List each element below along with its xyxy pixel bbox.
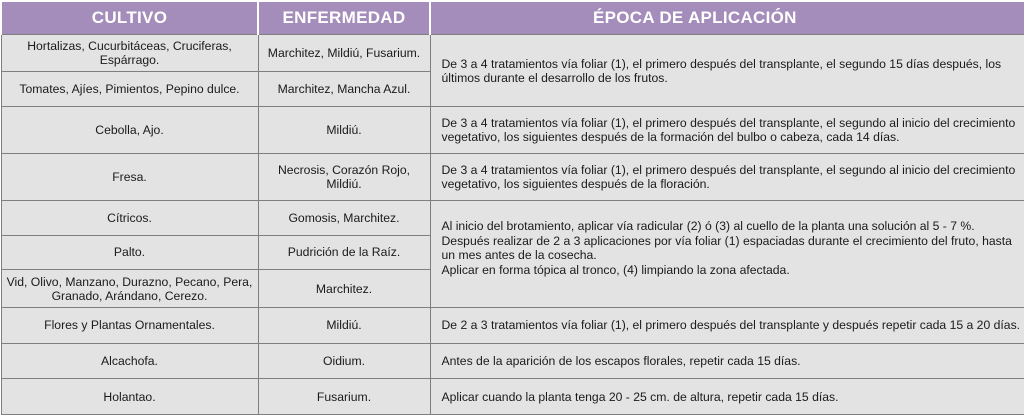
enfermedad-cell: Marchitez.: [258, 270, 430, 308]
header-cultivo: CULTIVO: [1, 1, 258, 35]
table-row: [1, 154, 1024, 201]
table-row: [1, 307, 1024, 343]
cultivo-cell: Holantao.: [1, 379, 258, 415]
epoca-cell: [430, 201, 1024, 308]
enfermedad-cell: Necrosis, Corazón Rojo, Mildiú.: [258, 154, 430, 201]
table-row: [1, 107, 1024, 154]
cultivo-cell: Hortalizas, Cucurbitáceas, Cruciferas, Espárrago.: [1, 35, 258, 72]
enfermedad-cell: Oidium.: [258, 343, 430, 379]
header-epoca: ÉPOCA DE APLICACIÓN: [430, 1, 1024, 35]
enfermedad-cell: Mildiú.: [258, 307, 430, 343]
table-row: [1, 379, 1024, 415]
table-row: [1, 35, 1024, 72]
epoca-cell: De 3 a 4 tratamientos vía foliar (1), el primero después del transplante, el segundo al inicio del crecimiento vegetativo, los siguientes después de la floración.: [430, 154, 1024, 201]
epoca-cell: Antes de la aparición de los escapos florales, repetir cada 15 días.: [430, 343, 1024, 379]
enfermedad-cell: Mildiú.: [258, 107, 430, 154]
cultivo-cell: Cebolla, Ajo.: [1, 107, 258, 154]
cultivo-cell: Flores y Plantas Ornamentales.: [1, 307, 258, 343]
cultivo-cell: Fresa.: [1, 154, 258, 201]
cultivo-cell: Vid, Olivo, Manzano, Durazno, Pecano, Pera, Granado, Arándano, Cerezo.: [1, 270, 258, 308]
table-row: [1, 201, 1024, 236]
header-row: [1, 1, 1024, 35]
cultivo-cell: Alcachofa.: [1, 343, 258, 379]
epoca-line: Al inicio del brotamiento, aplicar vía radicular (2) ó (3) al cuello de la planta una solución al 5 - 7 %.: [441, 219, 975, 234]
epoca-cell: Aplicar cuando la planta tenga 20 - 25 cm. de altura, repetir cada 15 días.: [430, 379, 1024, 415]
cultivo-cell: Cítricos.: [1, 201, 258, 236]
cultivo-cell: Palto.: [1, 235, 258, 270]
epoca-line: Después realizar de 2 a 3 aplicaciones por vía foliar (1) espaciadas durante el crecimiento del fruto, hasta un mes antes de la cosecha.: [441, 234, 1012, 263]
epoca-cell: De 3 a 4 tratamientos vía foliar (1), el primero después del transplante, el segundo al inicio del crecimiento vegetativo, los siguientes después de la formación del bulbo o cabeza, cada 14 días.: [430, 107, 1024, 154]
enfermedad-cell: Marchitez, Mildiú, Fusarium.: [258, 35, 430, 72]
epoca-line: Aplicar en forma tópica al tronco, (4) limpiando la zona afectada.: [441, 263, 790, 278]
table-row: [1, 343, 1024, 379]
enfermedad-cell: Gomosis, Marchitez.: [258, 201, 430, 236]
enfermedad-cell: Fusarium.: [258, 379, 430, 415]
enfermedad-cell: Pudrición de la Raíz.: [258, 235, 430, 270]
epoca-cell: De 3 a 4 tratamientos vía foliar (1), el primero después del transplante, el segundo 15 días después, los últimos durante el desarrollo de los frutos.: [430, 35, 1024, 107]
cultivo-cell: Tomates, Ajíes, Pimientos, Pepino dulce.: [1, 71, 258, 107]
epoca-cell: De 2 a 3 tratamientos vía foliar (1), el primero después del transplante y después repetir cada 15 a 20 días.: [430, 307, 1024, 343]
header-enfermedad: ENFERMEDAD: [258, 1, 430, 35]
enfermedad-cell: Marchitez, Mancha Azul.: [258, 71, 430, 107]
